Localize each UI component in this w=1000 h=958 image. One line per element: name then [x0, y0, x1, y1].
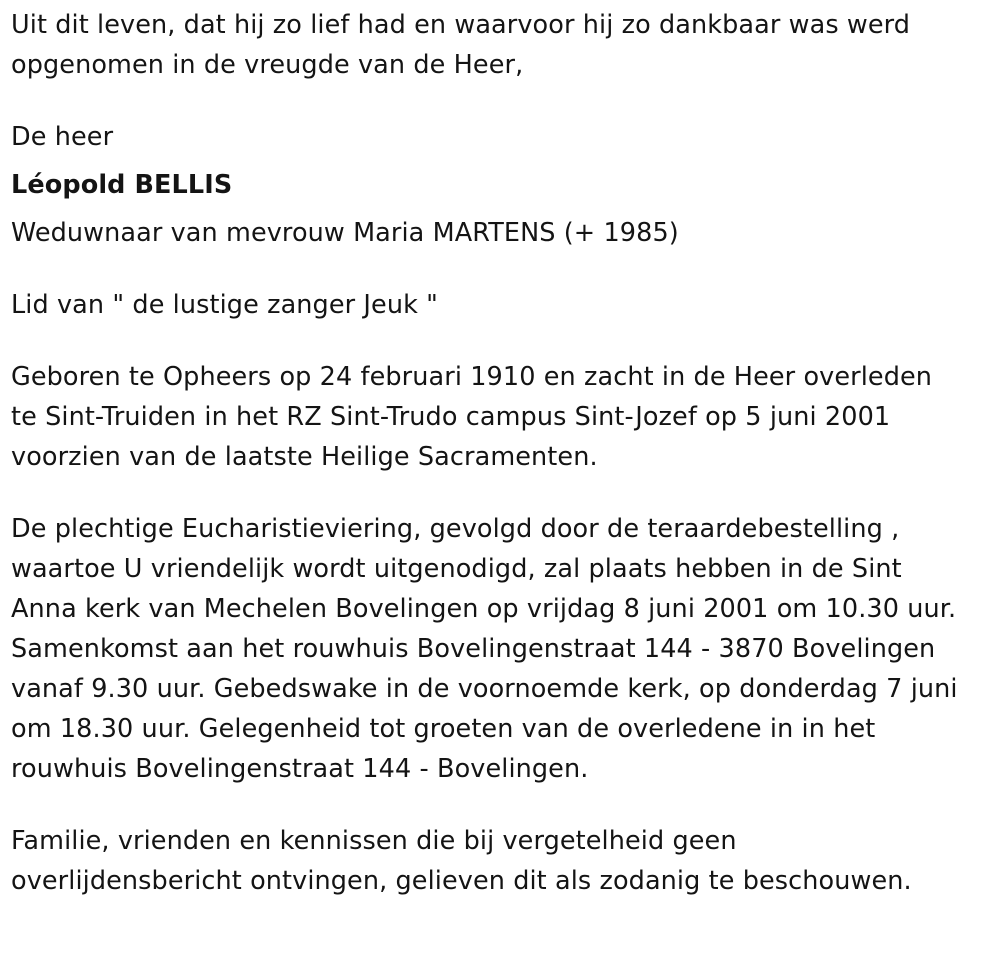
birth-death-paragraph: [11, 357, 996, 477]
text-line: rouwhuis Bovelingenstraat 144 - Bovelingen.: [11, 754, 589, 784]
text-line: De plechtige Eucharistieviering, gevolgd door de teraardebestelling ,: [11, 514, 900, 544]
deceased-name: Léopold BELLIS: [11, 170, 233, 200]
text-line: voorzien van de laatste Heilige Sacramenten.: [11, 442, 598, 472]
text-line: overlijdensbericht ontvingen, gelieven dit als zodanig te beschouwen.: [11, 866, 912, 896]
text-line: Familie, vrienden en kennissen die bij vergetelheid geen: [11, 826, 737, 856]
text-line: Uit dit leven, dat hij zo lief had en waarvoor hij zo dankbaar was werd: [11, 10, 911, 40]
widower-line: Weduwnaar van mevrouw Maria MARTENS (+ 1985): [11, 218, 679, 248]
obituary-text: [11, 5, 996, 901]
text-line: Samenkomst aan het rouwhuis Bovelingenstraat 144 - 3870 Bovelingen: [11, 634, 936, 664]
text-line: opgenomen in de vreugde van de Heer,: [11, 50, 524, 80]
ceremony-paragraph: [11, 509, 996, 789]
text-line: vanaf 9.30 uur. Gebedswake in de voornoemde kerk, op donderdag 7 juni: [11, 674, 958, 704]
text-line: te Sint-Truiden in het RZ Sint-Trudo campus Sint-Jozef op 5 juni 2001: [11, 402, 891, 432]
text-line: Anna kerk van Mechelen Bovelingen op vrijdag 8 juni 2001 om 10.30 uur.: [11, 594, 957, 624]
salutation: De heer: [11, 122, 114, 152]
text-line: Geboren te Opheers op 24 februari 1910 en zacht in de Heer overleden: [11, 362, 933, 392]
text-line: om 18.30 uur. Gelegenheid tot groeten van de overledene in in het: [11, 714, 876, 744]
closing-paragraph: [11, 821, 996, 901]
intro-paragraph: [11, 5, 996, 85]
text-line: waartoe U vriendelijk wordt uitgenodigd, zal plaats hebben in de Sint: [11, 554, 902, 584]
membership-line: Lid van " de lustige zanger Jeuk ": [11, 290, 438, 320]
